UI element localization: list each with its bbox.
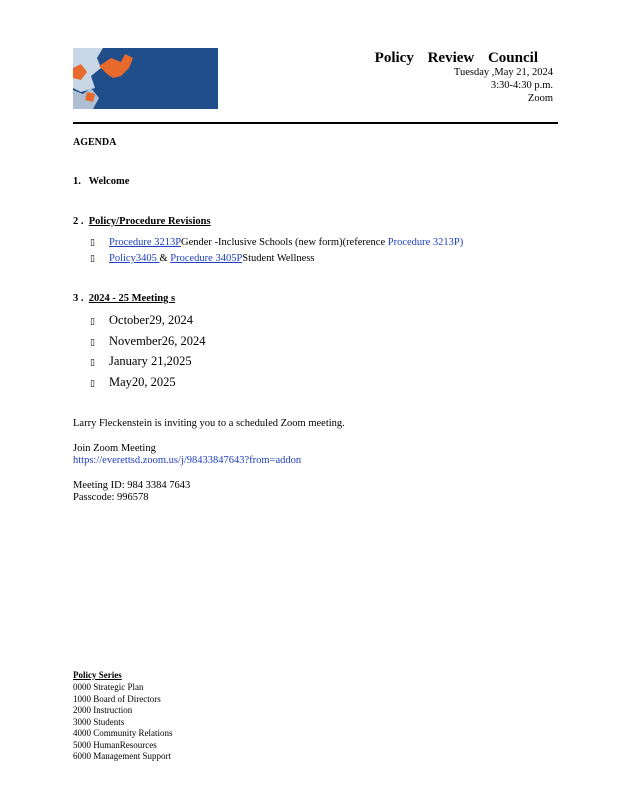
list-item: 4000 Community Relations xyxy=(73,728,173,738)
list-item: 5000 HumanResources xyxy=(73,740,157,750)
bullet-icon: ▯ xyxy=(90,379,95,389)
item-title: 2024 - 25 Meeting s xyxy=(88,293,176,304)
item-title: Policy/Procedure Revisions xyxy=(88,216,211,227)
line-text: ) xyxy=(459,237,464,248)
meeting-location: Zoom xyxy=(527,93,553,104)
list-item: 1000 Board of Directors xyxy=(73,694,161,704)
policy-3405-link[interactable]: Policy3405 xyxy=(109,253,160,264)
agenda-heading: AGENDA xyxy=(73,137,117,148)
line-text: & xyxy=(159,253,171,264)
council-title: Policy Review Council xyxy=(374,50,538,66)
date-text: January 21,2025 xyxy=(109,354,192,368)
item-number: 1. xyxy=(73,176,81,187)
item-number: 2 . xyxy=(73,216,84,227)
list-item: 0000 Strategic Plan xyxy=(73,682,144,692)
date-text: October29, 2024 xyxy=(109,313,194,327)
bullet-icon: ▯ xyxy=(90,338,95,348)
item-number: 3 . xyxy=(73,293,84,304)
bullet-icon: ▯ xyxy=(90,317,95,327)
procedure-3213p-reference-link[interactable]: Procedure 3213P xyxy=(387,237,460,248)
meeting-date-item xyxy=(90,354,192,369)
header-rule xyxy=(73,122,558,124)
meeting-date-item xyxy=(90,375,176,390)
date-text: May20, 2025 xyxy=(109,375,176,389)
meeting-date-item xyxy=(90,313,193,328)
agenda-item-3 xyxy=(73,293,175,304)
list-item xyxy=(90,237,463,248)
agenda-item-2 xyxy=(73,216,211,227)
meeting-time: 3:30-4:30 p.m. xyxy=(490,80,553,91)
bullet-icon: ▯ xyxy=(90,254,95,264)
passcode: Passcode: 996578 xyxy=(73,492,149,503)
line-text: Student Wellness xyxy=(242,253,315,264)
zoom-join-link[interactable]: https://everettsd.zoom.us/j/98433847643?from=addon xyxy=(73,455,302,466)
join-label: Join Zoom Meeting xyxy=(73,443,156,454)
date-text: November26, 2024 xyxy=(109,334,206,348)
policy-series-title: Policy Series xyxy=(73,670,122,680)
bullet-icon: ▯ xyxy=(90,238,95,248)
invite-intro: Larry Fleckenstein is inviting you to a scheduled Zoom meeting. xyxy=(73,418,345,429)
district-logo xyxy=(73,48,218,109)
meeting-date: Tuesday ,May 21, 2024 xyxy=(453,67,553,78)
meeting-id: Meeting ID: 984 3384 7643 xyxy=(73,480,191,491)
list-item: 6000 Management Support xyxy=(73,751,171,761)
list-item: 2000 Instruction xyxy=(73,705,133,715)
agenda-item-1 xyxy=(73,176,129,187)
line-text: Gender -Inclusive Schools (new form)(reference xyxy=(181,237,388,248)
list-item xyxy=(90,253,314,264)
list-item: 3000 Students xyxy=(73,717,125,727)
bullet-icon: ▯ xyxy=(90,358,95,368)
procedure-3213p-link[interactable]: Procedure 3213P xyxy=(109,237,182,248)
meeting-date-item xyxy=(90,334,206,349)
procedure-3405p-link[interactable]: Procedure 3405P xyxy=(170,253,243,264)
item-title: Welcome xyxy=(88,176,130,187)
